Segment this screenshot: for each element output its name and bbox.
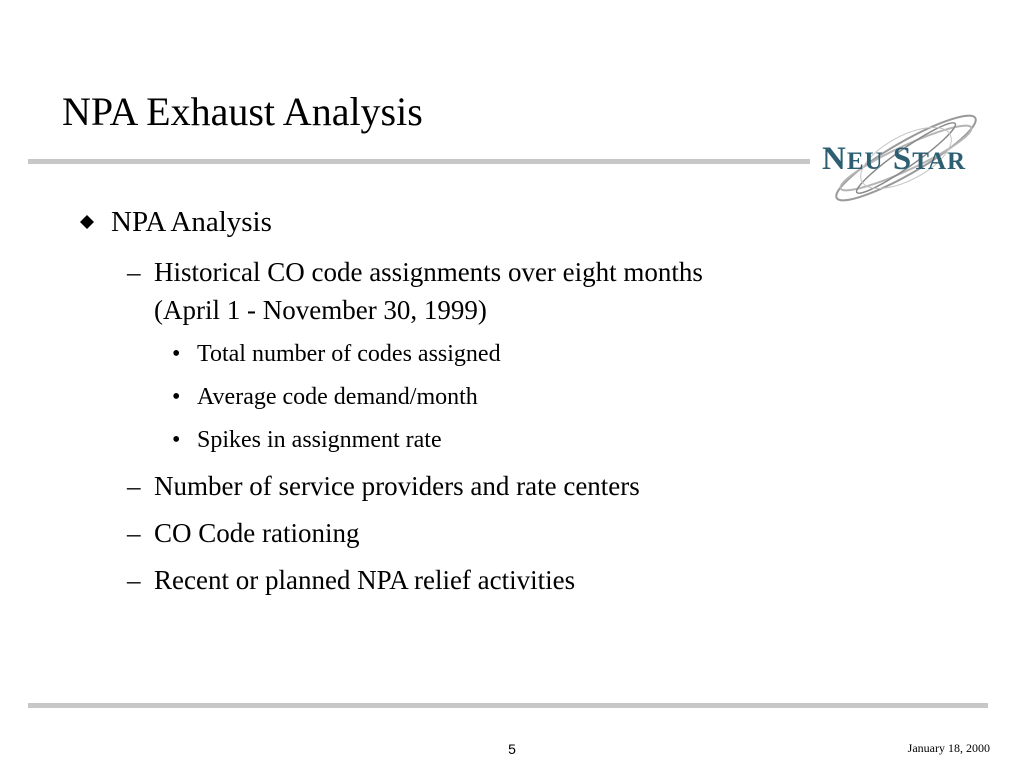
sub-item-text: Number of service providers and rate centers xyxy=(154,471,640,501)
sub-item-text: CO Code rationing xyxy=(154,518,360,548)
slide-title: NPA Exhaust Analysis xyxy=(62,89,423,134)
footer-date: January 18, 2000 xyxy=(907,741,990,755)
sub-item-text: Historical CO code assignments over eight months xyxy=(154,257,703,287)
dash-marker: – xyxy=(127,471,141,501)
dash-marker: – xyxy=(127,257,141,287)
title-divider xyxy=(28,159,810,164)
detail-text: Spikes in assignment rate xyxy=(197,427,442,453)
sub-item-text: Recent or planned NPA relief activities xyxy=(154,565,576,595)
diamond-bullet-icon xyxy=(80,215,94,229)
logo-wordmark: NEU STAR xyxy=(822,141,967,177)
dot-marker: • xyxy=(172,341,181,367)
detail-text: Total number of codes assigned xyxy=(197,341,501,367)
sub-item-text-continued: (April 1 - November 30, 1999) xyxy=(154,295,487,325)
bullet-text: NPA Analysis xyxy=(111,206,272,238)
dot-marker: • xyxy=(172,427,181,453)
detail-text: Average code demand/month xyxy=(197,384,478,410)
dash-marker: – xyxy=(127,565,141,595)
dash-marker: – xyxy=(127,518,141,548)
page-number: 5 xyxy=(508,741,516,757)
footer-divider xyxy=(28,703,988,708)
dot-marker: • xyxy=(172,384,181,410)
